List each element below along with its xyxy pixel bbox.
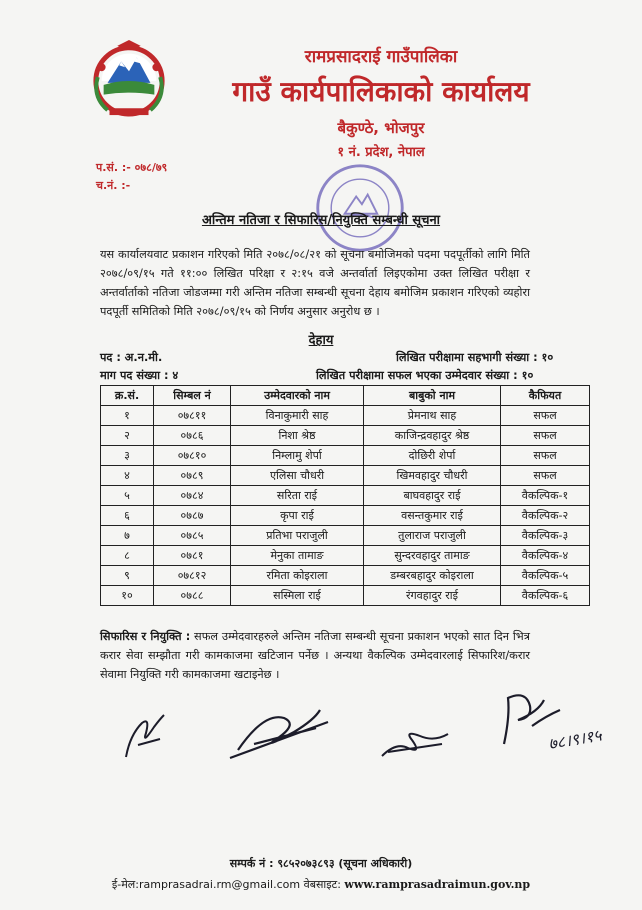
table-cell: सफल <box>501 406 590 426</box>
table-cell: ०७८१ <box>154 546 231 566</box>
table-row <box>101 566 590 586</box>
table-cell: वैकल्पिक-२ <box>501 506 590 526</box>
table-cell: १० <box>101 586 154 606</box>
table-cell: वसन्तकुमार राई <box>364 506 501 526</box>
table-cell: ७ <box>101 526 154 546</box>
table-cell: ०७८१० <box>154 446 231 466</box>
column-header: बाबुको नाम <box>364 386 501 406</box>
post-name: पद : अ.न.मी. <box>100 351 163 364</box>
notice-intro: यस कार्यालयवाट प्रकाशन गरिएको मिति २०७८/०८/२१ को सूचना बमोजिमको पदमा पदपूर्तीको लागि मिति २०७८/०९/१५ गते ११:०० लिखित परिक्षा र २:१५ वजे अन्तर्वार्ता लिइएकोमा उक्त लिखित परीक्षा र अन्तर्वार्ताको नतिजा जोडजम्मा गरी अन्तिम नतिजा सम्बन्धी सूचना देहाय बमोजिम प्रकाशन गरिएको व्यहोरा पदपूर्ती समितिको मिति २०७८/०९/१५ को निर्णय अनुसार अनुरोध छ । <box>100 248 530 318</box>
table-cell: ०७८११ <box>154 406 231 426</box>
table-cell: निम्लामु शेर्पा <box>231 446 364 466</box>
column-header: उम्मेदवारको नाम <box>231 386 364 406</box>
table-cell: वैकल्पिक-३ <box>501 526 590 546</box>
recommendation-label: सिफारिस र नियुक्ति : <box>100 630 191 643</box>
table-row <box>101 526 590 546</box>
table-row <box>101 486 590 506</box>
table-row <box>101 406 590 426</box>
table-cell: निशा श्रेष्ठ <box>231 426 364 446</box>
table-cell: डम्बरबहादुर कोइराला <box>364 566 501 586</box>
table-cell: रंगवहादुर राई <box>364 586 501 606</box>
table-cell: ९ <box>101 566 154 586</box>
table-cell: ४ <box>101 466 154 486</box>
demand-post-count: माग पद संख्या : ४ <box>100 369 179 382</box>
section-heading: देहाय <box>308 333 334 348</box>
results-table <box>100 385 590 606</box>
table-cell: खिमवहादुर चौधरी <box>364 466 501 486</box>
table-cell: प्रतिभा पराजुली <box>231 526 364 546</box>
table-cell: सुन्दरवहादुर तामाङ <box>364 546 501 566</box>
table-cell: तुलाराज पराजुली <box>364 526 501 546</box>
notice-title: अन्तिम नतिजा र सिफारिस/नियुक्ति सम्बन्धी सूचना <box>201 213 441 228</box>
table-row <box>101 446 590 466</box>
table-cell: बाघवहादुर राई <box>364 486 501 506</box>
footer-email-website <box>0 877 642 892</box>
table-cell: ०७८५ <box>154 526 231 546</box>
signature-1-icon <box>120 705 170 765</box>
table-cell: ३ <box>101 446 154 466</box>
office-location: बैकुण्ठे, भोजपुर <box>337 119 425 137</box>
table-row <box>101 466 590 486</box>
table-cell: सरिता राई <box>231 486 364 506</box>
column-header: कैफियत <box>501 386 590 406</box>
table-cell: एलिसा चौधरी <box>231 466 364 486</box>
municipality-name: रामप्रसादराई गाउँपालिका <box>304 47 458 67</box>
table-cell: ६ <box>101 506 154 526</box>
email-link[interactable]: ramprasadrai.rm@gmail.com <box>138 878 301 891</box>
dispatch-number: च.नं. :- <box>96 179 131 192</box>
table-cell: ८ <box>101 546 154 566</box>
table-cell: ०७८१२ <box>154 566 231 586</box>
table-cell: प्रेमनाथ साह <box>364 406 501 426</box>
signature-3-icon <box>378 722 452 764</box>
letter-number: प.सं. :- ०७८/७९ <box>96 161 168 174</box>
website-link[interactable]: www.ramprasadraimun.gov.np <box>344 878 531 891</box>
passed-count: लिखित परीक्षामा सफल भएका उम्मेदवार संख्या : १० <box>316 369 534 382</box>
table-cell: वैकल्पिक-१ <box>501 486 590 506</box>
table-cell: सफल <box>501 426 590 446</box>
office-stamp-icon <box>312 160 408 256</box>
office-name: गाउँ कार्यपालिकाको कार्यालय <box>232 75 530 108</box>
table-header-row <box>101 386 590 406</box>
table-cell: २ <box>101 426 154 446</box>
table-cell: वैकल्पिक-६ <box>501 586 590 606</box>
table-cell: ०७८४ <box>154 486 231 506</box>
signature-date: ७८।९।१५ <box>546 725 604 754</box>
recommendation-text: सफल उम्मेदवारहरुले अन्तिम नतिजा सम्बन्धी सूचना प्रकाशन भएको सात दिन भित्र करार सेवा सम्झौता गरी कामकाजमा खटिजान पर्नेछ । अन्यथा वैकल्पिक उम्मेदवारलाई सिफारिश/करार सेवामा नियुक्ति गरी कामकाजमा खटाइनेछ । <box>100 630 530 681</box>
table-cell: ५ <box>101 486 154 506</box>
table-cell: १ <box>101 406 154 426</box>
table-cell: मेनुका तामाङ <box>231 546 364 566</box>
contact-number: सम्पर्क नं : ९८५२०७३८९३ (सूचना अधिकारी) <box>229 857 413 870</box>
table-cell: सफल <box>501 466 590 486</box>
office-province: १ नं. प्रदेश, नेपाल <box>337 145 425 160</box>
table-row <box>101 546 590 566</box>
table-cell: रमिता कोइराला <box>231 566 364 586</box>
table-cell: ०७८८ <box>154 586 231 606</box>
website-label: वेबसाइट: <box>300 878 345 891</box>
table-row <box>101 586 590 606</box>
table-row <box>101 426 590 446</box>
signature-2-icon <box>224 698 336 768</box>
table-cell: ०७८६ <box>154 426 231 446</box>
email-label: ई-मेल: <box>111 878 139 891</box>
table-row <box>101 506 590 526</box>
participant-count: लिखित परीक्षामा सहभागी संख्या : १० <box>396 351 554 364</box>
column-header: क्र.सं. <box>101 386 154 406</box>
table-cell: काजिन्द्रवहादुर श्रेष्ठ <box>364 426 501 446</box>
table-cell: वैकल्पिक-४ <box>501 546 590 566</box>
table-cell: सस्मिला राई <box>231 586 364 606</box>
table-cell: ०७८७ <box>154 506 231 526</box>
table-cell: वैकल्पिक-५ <box>501 566 590 586</box>
table-cell: कृपा राई <box>231 506 364 526</box>
table-cell: दोछिरी शेर्पा <box>364 446 501 466</box>
table-cell: सफल <box>501 446 590 466</box>
table-cell: विनाकुमारी साह <box>231 406 364 426</box>
column-header: सिम्बल नं <box>154 386 231 406</box>
recommendation-paragraph <box>100 627 530 684</box>
table-cell: ०७८९ <box>154 466 231 486</box>
